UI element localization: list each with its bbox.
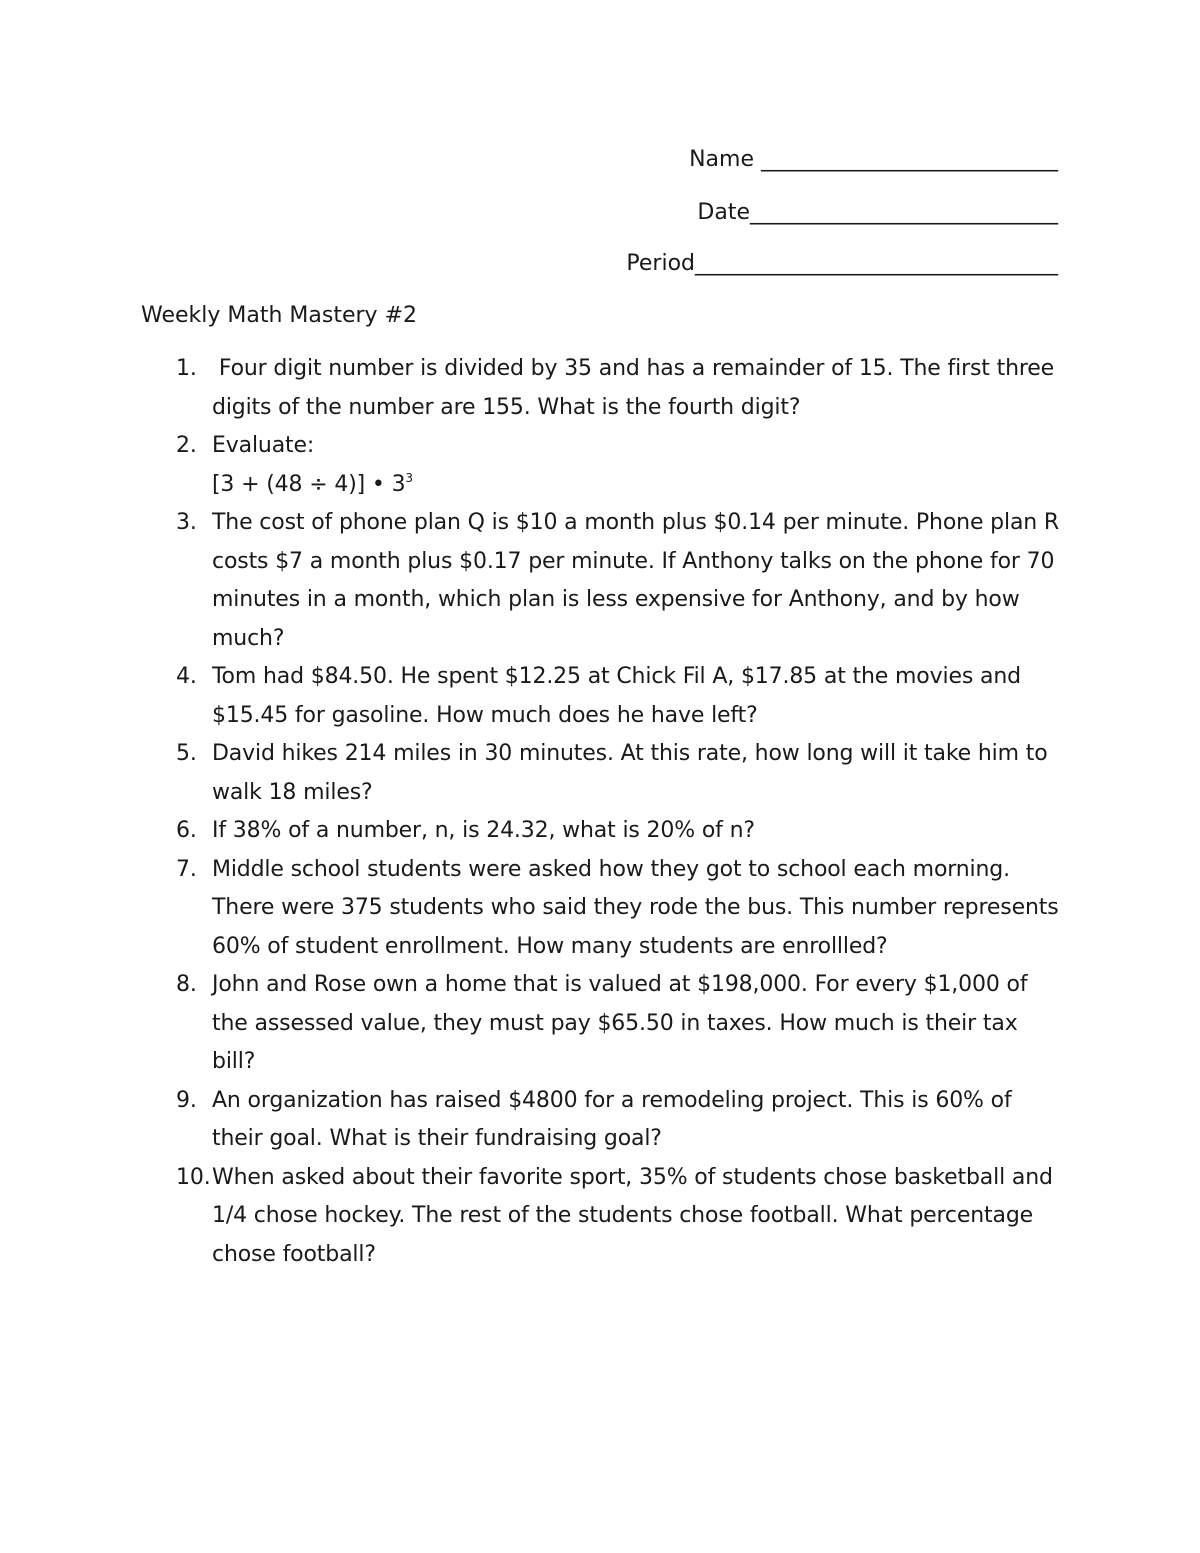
question-number: 3.: [176, 510, 197, 535]
question-text: The cost of phone plan Q is $10 a month plus $0.14 per minute. Phone plan R costs $7 a month plus $0.17 per minute. If Anthony talks on the phone for 70 minutes in a month, which plan is less expensive for Anthony, and by how much?: [212, 510, 1060, 651]
question-text: Four digit number is divided by 35 and has a remainder of 15. The first three digits of the number are 155. What is the fourth digit?: [212, 356, 1061, 420]
question-number: 6.: [176, 818, 197, 843]
date-field-line: Date____________________________: [697, 200, 1058, 225]
question-text: David hikes 214 miles in 30 minutes. At this rate, how long will it take him to walk 18 miles?: [212, 741, 1048, 805]
question-2: [0, 427, 1062, 504]
question-number: 7.: [176, 856, 197, 882]
period-field-line: Period_________________________________: [626, 251, 1058, 276]
question-number: 5.: [176, 741, 197, 766]
question-text: When asked about their favorite sport, 35% of students chose basketball and 1/4 chose hockey. The rest of the students chose football. What percentage chose football?: [212, 1164, 1053, 1267]
math-expression: [212, 466, 1062, 505]
question-1: [0, 350, 1062, 427]
question-text: An organization has raised $4800 for a remodeling project. This is 60% of their goal. What is their fundraising goal?: [212, 1087, 1012, 1151]
question-text: Tom had $84.50. He spent $12.25 at Chick Fil A, $17.85 at the movies and $15.45 for gasoline. How much does he have left?: [212, 664, 1021, 728]
question-number: 2.: [176, 433, 197, 458]
question-5: [0, 735, 1062, 812]
question-3: [0, 504, 1062, 658]
question-number: 9.: [176, 1087, 197, 1113]
question-4: [0, 658, 1062, 735]
question-text: John and Rose own a home that is valued at $198,000. For every $1,000 of the assessed value, they must pay $65.50 in taxes. How much is their tax bill?: [212, 972, 1028, 1074]
question-10: [0, 1159, 1062, 1275]
question-number: 8.: [176, 972, 197, 997]
expression-exponent: 3: [405, 470, 413, 485]
question-text: Middle school students were asked how they got to school each morning. There were 375 students who said they rode the bus. This number represents 60% of student enrollment. How many students are enrollled?: [212, 856, 1059, 959]
expression-base: [3 + (48 ÷ 4)] • 3: [212, 471, 406, 497]
question-number: 1.: [176, 356, 197, 381]
question-number: 4.: [176, 664, 197, 689]
question-text: Evaluate:: [212, 433, 315, 458]
question-text: If 38% of a number, n, is 24.32, what is 20% of n?: [212, 818, 755, 843]
question-9: [0, 1082, 1062, 1159]
name-field-line: Name ___________________________: [689, 147, 1058, 172]
question-number: 10.: [176, 1164, 211, 1190]
question-list: [0, 350, 1200, 1274]
question-8: [0, 966, 1062, 1082]
question-7: [0, 851, 1062, 967]
question-6: [0, 812, 1062, 851]
worksheet-title: Weekly Math Mastery #2: [141, 303, 417, 328]
